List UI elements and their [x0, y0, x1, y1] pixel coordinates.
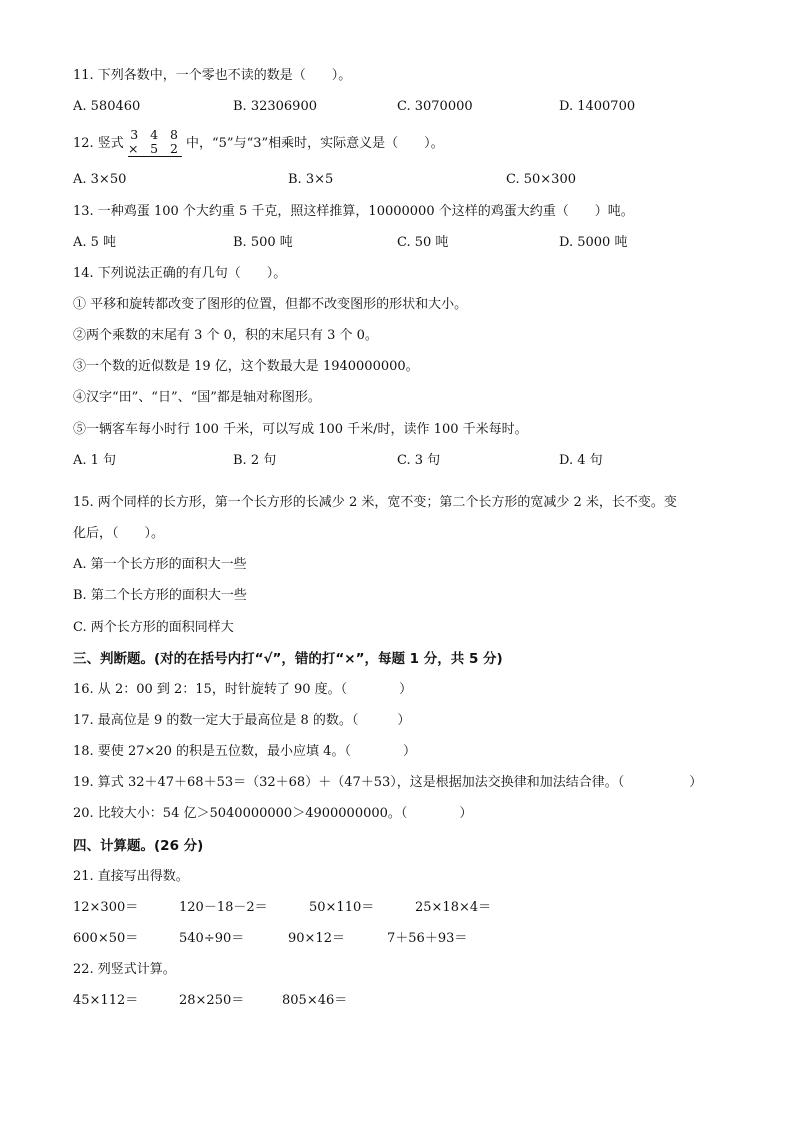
q12-top-number: 3 4 8 [130, 127, 182, 142]
q14-statement-2: ②两个乘数的末尾有 3 个 0，积的末尾只有 3 个 0。 [73, 328, 378, 343]
q14-option-c: C. 3 句 [397, 453, 441, 468]
q14-option-a: A. 1 句 [73, 453, 117, 468]
q22-stem: 22. 列竖式计算。 [73, 962, 176, 977]
section3-title: 三、判断题。(对的在括号内打“√”，错的打“×”，每题 1 分，共 5 分) [73, 651, 503, 667]
q13-option-c: C. 50 吨 [397, 235, 449, 250]
q18: 18. 要使 27×20 的积是五位数，最小应填 4。（ ） [73, 744, 416, 759]
q21-item-4: 25×18×4＝ [415, 900, 492, 915]
q21-item-6: 540÷90＝ [179, 931, 245, 946]
q12-option-c: C. 50×300 [506, 172, 576, 187]
q13-stem: 13. 一种鸡蛋 100 个大约重 5 千克，照这样推算，10000000 个这样的鸡蛋大约重（ ）吨。 [73, 204, 634, 219]
q20: 20. 比较大小：54 亿＞5040000000＞4900000000。（ ） [73, 806, 473, 821]
q15-option-a: A. 第一个长方形的面积大一些 [73, 557, 247, 572]
q14-statement-3: ③一个数的近似数是 19 亿，这个数最大是 1940000000。 [73, 359, 419, 374]
q12-bottom-row [128, 142, 182, 157]
q12-suffix: 中，“5”与“3”相乘时，实际意义是（ ）。 [186, 136, 444, 151]
q14-statement-1: ① 平移和旋转都改变了图形的位置，但都不改变图形的形状和大小。 [73, 297, 468, 312]
q13-option-a: A. 5 吨 [73, 235, 117, 250]
q21-item-8: 7＋56＋93＝ [387, 931, 468, 946]
q22-item-3: 805×46＝ [282, 993, 348, 1008]
q21-stem: 21. 直接写出得数。 [73, 869, 189, 884]
q13-option-d: D. 5000 吨 [559, 235, 628, 250]
q19: 19. 算式 32＋47＋68＋53＝（32＋68）＋（47＋53），这是根据加法交换律和加法结合律。（ ） [73, 775, 703, 790]
q21-item-7: 90×12＝ [288, 931, 345, 946]
q13-option-b: B. 500 吨 [233, 235, 293, 250]
q14-statement-4: ④汉字“田”、“日”、“国”都是轴对称图形。 [73, 390, 321, 405]
q11-option-a: A. 580460 [73, 99, 141, 114]
q14-option-d: D. 4 句 [559, 453, 603, 468]
q21-item-3: 50×110＝ [309, 900, 375, 915]
q15-option-c: C. 两个长方形的面积同样大 [73, 620, 234, 635]
q15-option-b: B. 第二个长方形的面积大一些 [73, 588, 247, 603]
q21-item-2: 120－18－2＝ [179, 900, 268, 915]
q14-option-b: B. 2 句 [233, 453, 277, 468]
q15-stem-line1: 15. 两个同样的长方形，第一个长方形的长减少 2 米，宽不变；第二个长方形的宽减少 2 米，长不变。变 [73, 495, 677, 510]
q17: 17. 最高位是 9 的数一定大于最高位是 8 的数。（ ） [73, 713, 411, 728]
q11-option-d: D. 1400700 [559, 99, 636, 114]
q11-stem: 11. 下列各数中，一个零也不读的数是（ ）。 [73, 68, 352, 83]
q12-option-b: B. 3×5 [288, 172, 334, 187]
q12-prefix: 12. 竖式 [73, 136, 124, 151]
q11-option-b: B. 32306900 [233, 99, 317, 114]
q12-bottom-number: 5 2 [150, 141, 182, 156]
q22-item-2: 28×250＝ [179, 993, 245, 1008]
q12-vertical-multiplication [128, 128, 182, 157]
q14-statement-5: ⑤一辆客车每小时行 100 千米，可以写成 100 千米/时，读作 100 千米每时。 [73, 422, 528, 437]
q11-option-c: C. 3070000 [397, 99, 473, 114]
q14-stem: 14. 下列说法正确的有几句（ ）。 [73, 266, 287, 281]
q22-item-1: 45×112＝ [73, 993, 139, 1008]
q21-item-1: 12×300＝ [73, 900, 139, 915]
q12-times-sign: × [128, 141, 139, 156]
section4-title: 四、计算题。(26 分) [73, 838, 204, 854]
q12-option-a: A. 3×50 [73, 172, 127, 187]
q16: 16. 从 2：00 到 2：15，时针旋转了 90 度。（ ） [73, 682, 413, 697]
q21-item-5: 600×50＝ [73, 931, 139, 946]
q15-stem-line2: 化后，（ ）。 [73, 526, 165, 541]
